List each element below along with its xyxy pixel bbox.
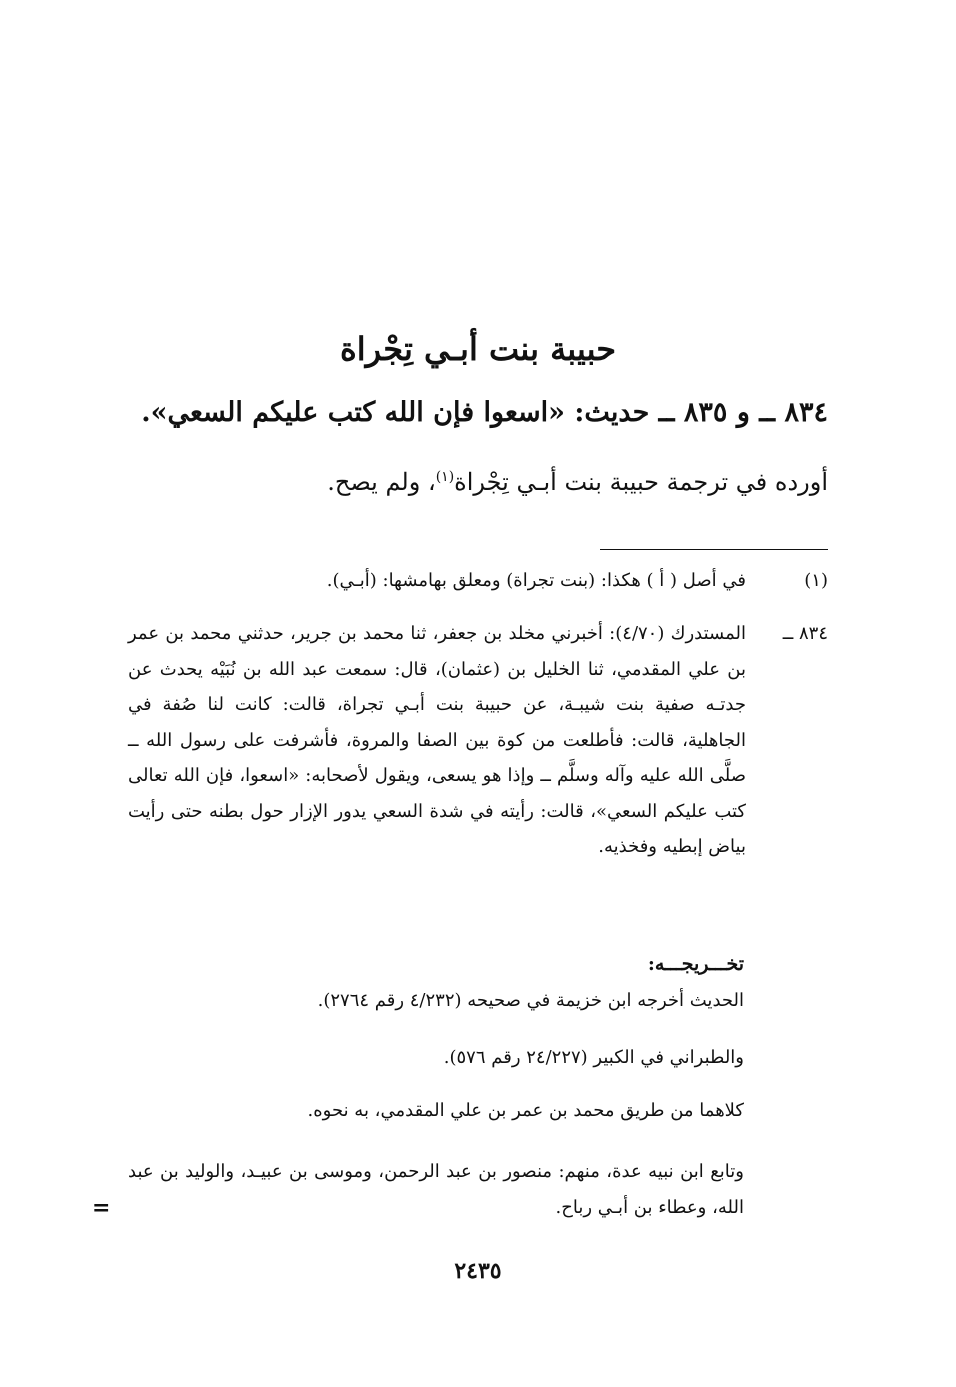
takhrij-line: وتابع ابن نبيه عدة، منهم: منصور بن عبد الرحمن، وموسى بن عبيـد، والوليد بن عبد الله، وعطاء بن أبـي رباح.	[128, 1161, 744, 1218]
continuation-mark: =	[92, 1195, 111, 1221]
footnote-text: في أصل ( أ ) هكذا: (بنت تجراة) ومعلق بهامشها: (أبـي).	[326, 570, 746, 591]
footnote-text: المستدرك (٤/٧٠): أخبرني مخلد بن جعفر، ثنا محمد بن جرير، حدثني محمد بن عمر بن علي المقدمي، ثنا الخليل بن (عثمان)، قال: سمعت عبد الله بن نُبَيْه يحدث عن جدتـه صفية بنت شيبـة، عن حبيبة بنت أبـي تجراة، قالت: كانت لنا صُفة في الجاهلية، قالت: فأطلعت من كوة بين الصفا والمروة، فأشرفت على رسول الله ــ صلَّى الله عليه وآله وسلَّم ــ وإذا هو يسعى، ويقول لأصحابه: «اسعوا، فإن الله تعالى كتب عليكم السعي»، قالت: رأيته في شدة السعي يدور الإزار حول بطنه حتى رأيت بياض إبطيه وفخذيه.	[128, 623, 747, 857]
takhrij-line: والطبراني في الكبير (٢٤/٢٢٧ رقم ٥٧٦).	[443, 1047, 744, 1068]
mention-end: ، ولم يصح.	[327, 468, 436, 496]
mention-text: أورده في ترجمة حبيبة بنت أبـي تِجْراة	[454, 468, 828, 496]
footnote-ref: (١)	[435, 469, 455, 485]
footnote-label: (١)	[804, 570, 828, 591]
footnote-834	[128, 616, 828, 865]
takhrij-line: كلاهما من طريق محمد بن عمر بن علي المقدمي، به نحوه.	[307, 1100, 744, 1121]
takhrij-line: الحديث أخرجه ابن خزيمة في صحيحه (٤/٢٣٢ رقم ٢٧٦٤).	[317, 990, 744, 1011]
chapter-heading: حبيبة بنت أبـي تِجْراة	[339, 330, 617, 368]
hadith-text: ٨٣٤ ــ و ٨٣٥ ــ حديث: «اسعوا فإن الله كتب عليكم السعي».	[141, 397, 828, 428]
hadith-mention	[60, 468, 828, 496]
footnote-1	[128, 563, 828, 599]
page-number: ٢٤٣٥	[454, 1258, 502, 1284]
footnote-divider	[600, 549, 828, 550]
takhrij-heading: تخـــريجـــه:	[647, 953, 744, 975]
footnote-label: ٨٣٤ ــ	[782, 623, 828, 644]
